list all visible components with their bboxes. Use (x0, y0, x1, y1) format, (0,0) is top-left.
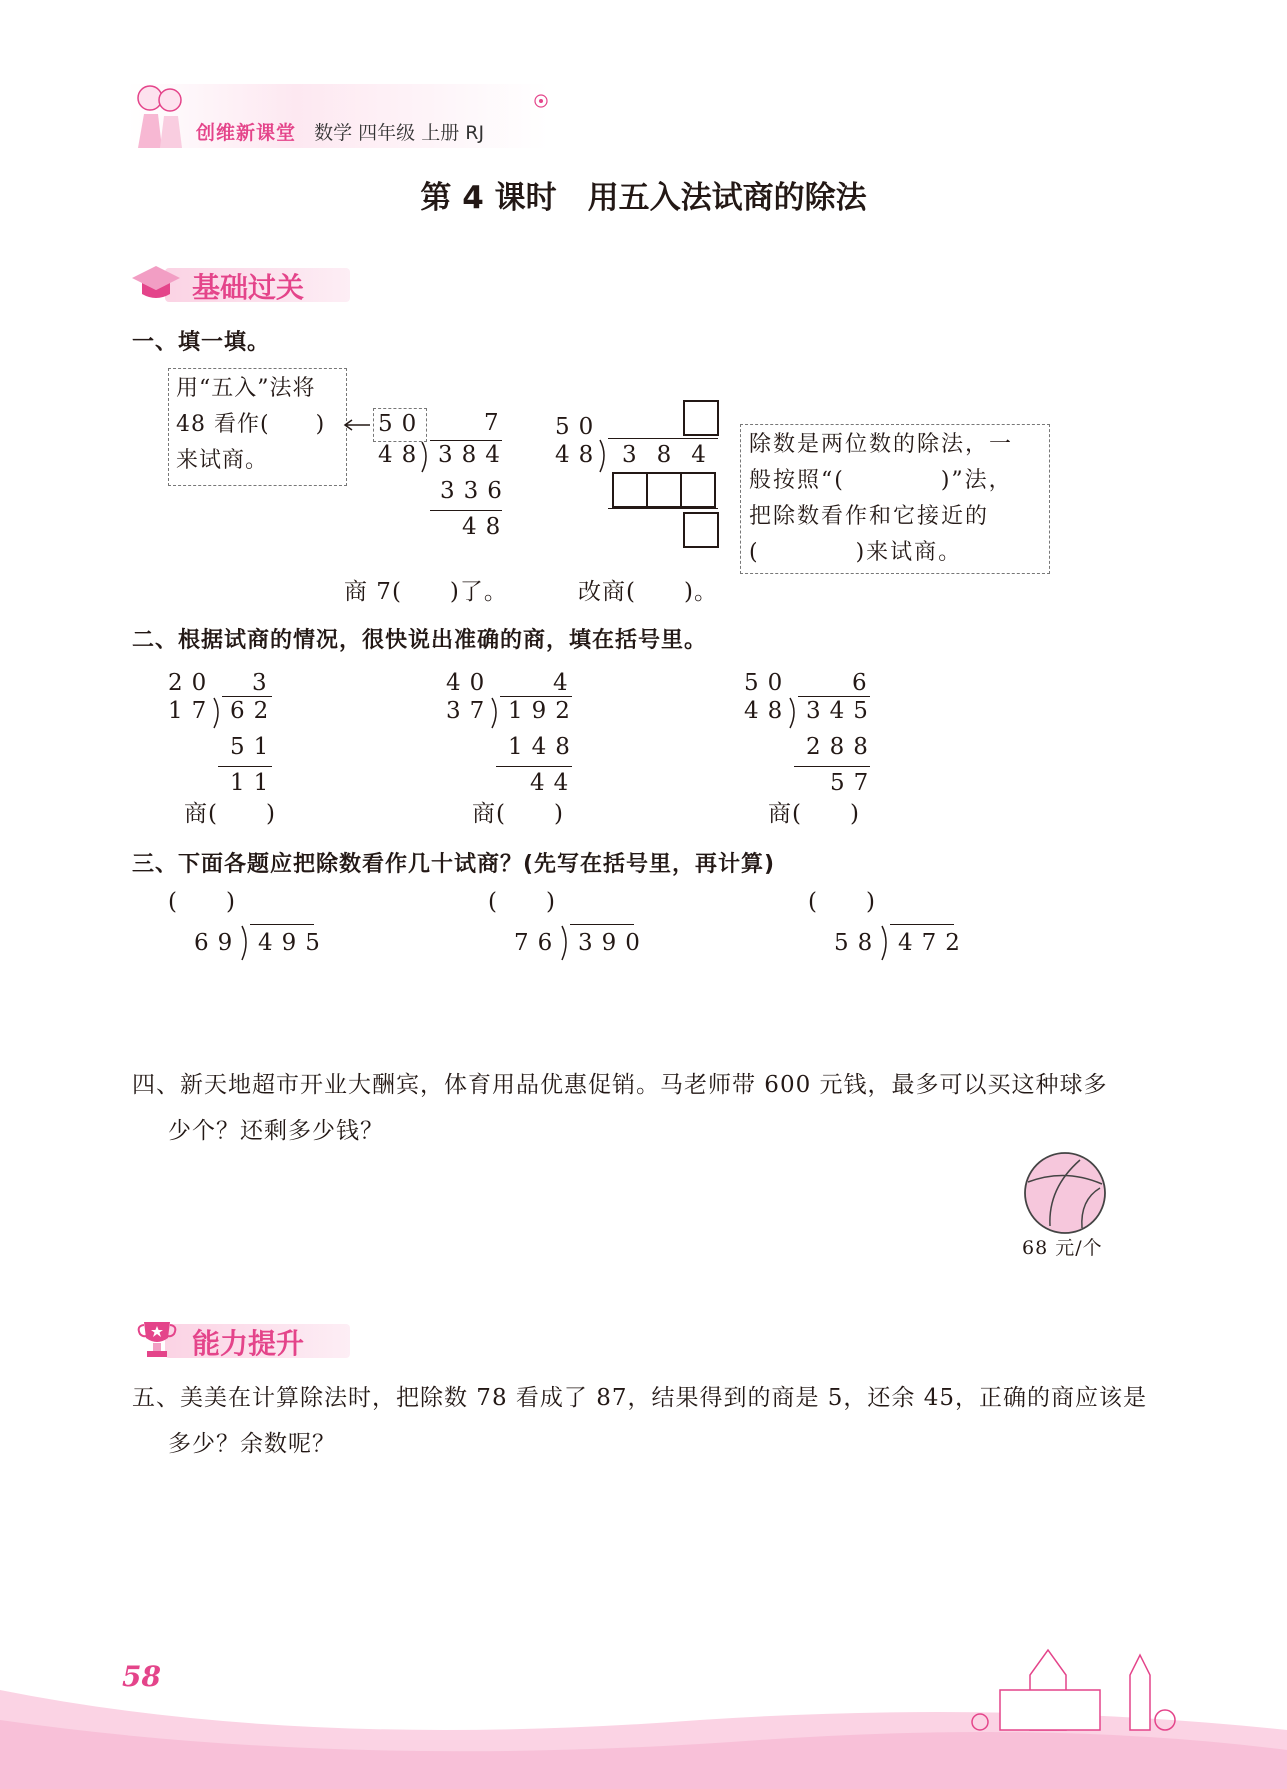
quotient: 3 (252, 670, 276, 696)
banner-title: 能力提升 (192, 1327, 305, 1360)
product-box-1[interactable] (612, 472, 648, 508)
note-line: 用“五入”法将 (176, 376, 316, 401)
q3-blank-3[interactable]: ( ) (808, 889, 876, 915)
page-number: 58 (122, 1660, 161, 1693)
q3-blank-1[interactable]: ( ) (168, 889, 236, 915)
remainder: 11 (230, 770, 278, 796)
divisor: 48 (555, 442, 603, 468)
product: 51 (230, 734, 278, 760)
note-line: 除数是两位数的除法，一 (749, 432, 1014, 457)
divisor: 37 (446, 698, 494, 724)
division-bracket (240, 924, 254, 962)
division-bracket (598, 438, 612, 474)
section-banner-basic (130, 258, 355, 308)
header-text (196, 118, 484, 145)
note-line: 把除数看作和它接近的 (749, 504, 990, 529)
arrow-left-icon (342, 418, 372, 432)
subtract-line (430, 510, 502, 511)
q1-caption-1: 商 7( )了。 (344, 579, 508, 605)
dividend: 384 (622, 442, 726, 468)
q3-heading: 三、下面各题应把除数看作几十试商？(先写在括号里，再计算) (132, 852, 776, 877)
remainder: 57 (830, 770, 878, 796)
division-bracket (560, 924, 574, 962)
division-bar (570, 924, 634, 925)
q5-line-1: 五、美美在计算除法时，把除数 78 看成了 87，结果得到的商是 5，还余 45，正确的商应该是 (132, 1385, 1147, 1411)
flower-icon (532, 92, 550, 110)
subtract-line (496, 766, 572, 767)
product: 336 (440, 478, 511, 504)
q1-heading: 一、填一填。 (132, 330, 271, 355)
dividend: 472 (898, 930, 969, 956)
division-bar (222, 696, 272, 697)
subtract-line (608, 508, 718, 509)
q3-blank-2[interactable]: ( ) (488, 889, 556, 915)
answer-blank: 商( ) (184, 801, 276, 827)
brand-name: 创维新课堂 (196, 122, 297, 144)
division-bar (250, 924, 314, 925)
product-box-2[interactable] (646, 472, 682, 508)
q1-caption-2: 改商( )。 (578, 579, 718, 605)
division-bar (890, 924, 954, 925)
answer-blank: 商( ) (472, 801, 564, 827)
division-bracket (788, 696, 802, 730)
volleyball-icon (1020, 1148, 1110, 1238)
answer-blank: 商( ) (768, 801, 860, 827)
q1-left-note (168, 368, 347, 486)
divisor: 58 (834, 930, 882, 956)
trophy-icon (134, 1316, 180, 1362)
quotient: 4 (553, 670, 577, 696)
dividend: 62 (230, 698, 278, 724)
cartoon-girls-icon (128, 78, 188, 150)
division-bar (430, 440, 502, 441)
quotient: 6 (852, 670, 876, 696)
section-banner-advanced (130, 1314, 355, 1364)
dividend: 345 (806, 698, 877, 724)
product-box-3[interactable] (680, 472, 716, 508)
quotient-box[interactable] (683, 400, 719, 436)
q2-heading: 二、根据试商的情况，很快说出准确的商，填在括号里。 (132, 628, 708, 653)
note-line: 来试商。 (176, 448, 269, 473)
dividend: 495 (258, 930, 329, 956)
divisor: 69 (194, 930, 242, 956)
remainder: 44 (530, 770, 578, 796)
subtract-line (794, 766, 870, 767)
product: 148 (508, 734, 579, 760)
subtract-line (218, 766, 272, 767)
division-bracket (490, 696, 504, 730)
trial-divisor: 20 (168, 670, 216, 696)
note-line: 48 看作( ) (176, 412, 326, 437)
divisor: 17 (168, 698, 216, 724)
division-bar (500, 696, 572, 697)
division-bracket (212, 696, 226, 730)
q4-line-2: 少个？还剩多少钱？ (168, 1118, 384, 1144)
trial-divisor: 40 (446, 670, 494, 696)
trial-divisor: 50 (744, 670, 792, 696)
q1-right-note (740, 424, 1050, 574)
divisor: 48 (744, 698, 792, 724)
division-bracket (880, 924, 894, 962)
remainder-box[interactable] (683, 512, 719, 548)
note-line: ( )来试商。 (749, 540, 963, 565)
banner-title: 基础过关 (192, 271, 305, 304)
trial-divisor-box: 50 (373, 408, 427, 442)
graduation-cap-icon (130, 262, 182, 304)
dividend: 384 (438, 442, 509, 468)
castle-illustration (960, 1630, 1190, 1740)
divisor: 76 (514, 930, 562, 956)
q4-line-1: 四、新天地超市开业大酬宾，体育用品优惠促销。马老师带 600 元钱，最多可以买这种球多 (132, 1072, 1108, 1098)
remainder: 48 (462, 514, 510, 540)
division-bar (608, 438, 718, 439)
quotient: 7 (484, 410, 508, 436)
ball-price: 68 元/个 (1022, 1237, 1103, 1259)
book-subject: 数学 四年级 上册 RJ (314, 122, 485, 144)
division-bar (798, 696, 870, 697)
product: 288 (806, 734, 877, 760)
dividend: 192 (508, 698, 579, 724)
dividend: 390 (578, 930, 649, 956)
q5-line-2: 多少？余数呢？ (168, 1431, 336, 1457)
trial-divisor: 50 (555, 414, 603, 440)
lesson-title: 第 4 课时 用五入法试商的除法 (420, 180, 867, 216)
division-bracket (420, 440, 434, 474)
note-line: 般按照“( )”法， (749, 468, 1013, 493)
divisor: 48 (378, 442, 426, 468)
